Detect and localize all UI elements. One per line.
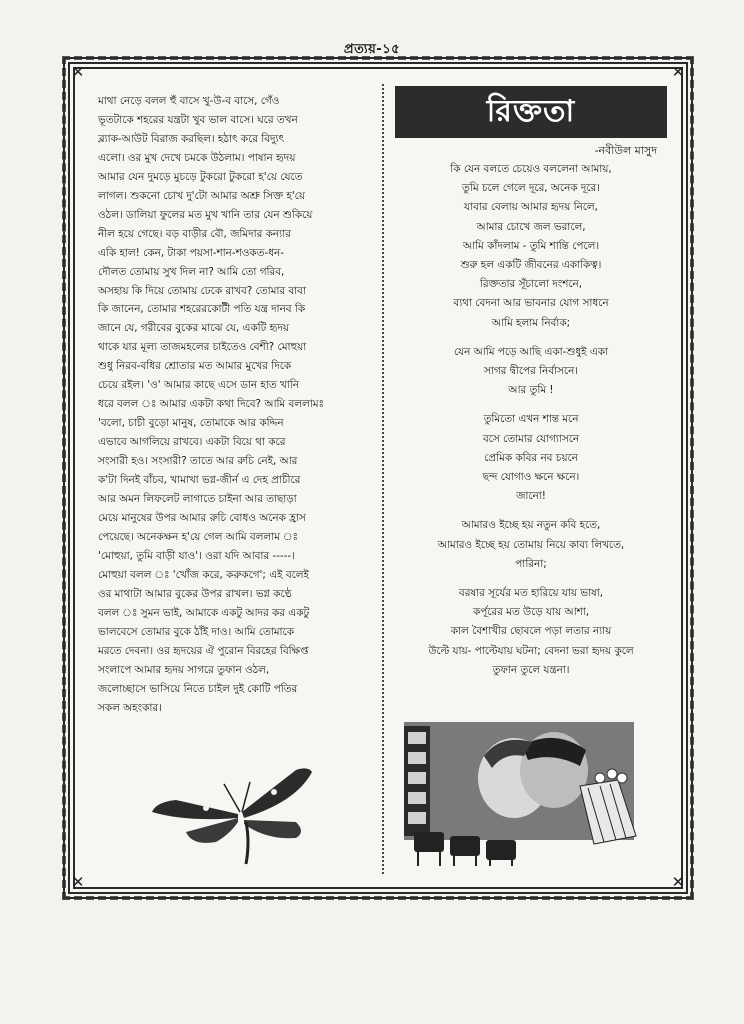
story-line: মেয়ে মানুষের উপর আমার রুচি বোধও অনেক হ্রাস [98,511,306,524]
story-line: সকল অহংকার। [98,701,162,714]
story-line: 'মোহুয়া, তুমি বাড়ী যাও'। ওরা যদি আবার -----। [98,549,295,562]
poem-line: আমারও ইচ্ছে হয় নতুন কবি হতে, [461,519,601,532]
story-line: এলো। ওর মুখ দেখে চমকে উঠলাম। পাষান হৃদয় [98,151,296,164]
poem-title: রিক্ততা [395,86,667,138]
poem-line: তুমিতো এখন শান্ত মনে [483,413,579,426]
butterfly-icon [146,762,326,867]
corner-ornament-icon: ✕ [71,873,85,891]
poem-body [395,160,667,690]
story-line: পেয়েছে। অনেকক্ষন হ'য়ে গেল আমি বললাম ঃ [98,530,299,543]
poem-author: -নবীউল মাসুদ [594,144,657,157]
poem-line: ব্যথা বেদনা আর ভাবনার যোগ সাধনে [453,297,609,310]
poem-line: বরষার সূর্যের মত হারিয়ে যায় ভাষা, [458,587,604,600]
story-line: জলোচ্ছাসে ভাসিয়ে নিতে চাইল দুই কোটি পতির [98,682,298,695]
story-line: মোহুয়া বলল ঃ 'খোঁজ করে, করুকগে'; এই বলেই [98,568,309,581]
story-line: ধরে বলল ঃ আমার একটা কথা দিবে? আমি বললামঃ [98,398,325,411]
story-line: 'বলো, চাচী বুড়ো মানুষ, তোমাকে আর কদ্দিন [98,417,284,430]
story-line: ভালবেসে তোমার বুকে ঠাঁই দাও। আমি তোমাকে [98,625,294,638]
story-line: আমার যেন দুমড়ে মুচড়ে টুকরো টুকরো হ'য়ে যেতে [98,170,303,183]
couple-cinema-illustration-icon [404,716,662,868]
story-line: অসহায় কি দিয়ে তোমায় ঢেকে রাখব? তোমার বাবা [98,284,306,297]
poem-line: পারিনা; [515,557,547,570]
poem-line: বসে তোমার যোগ্যাসনে [482,432,580,445]
corner-ornament-icon: ✕ [71,63,85,81]
poem-line: তুমি চলে গেলে দূরে, অনেক দূরে। [462,182,600,195]
poem-line: প্রেমিক কবির নব চয়নে [484,451,578,464]
story-line: ভূতটাকে শহরের যন্ত্রটা খুব ভাল বাসে। ঘরে তখন [98,113,298,126]
story-line: ব্ল্যাক-আউট বিরাজ করছিল। হঠাৎ করে বিদ্যুৎ [98,132,285,145]
story-line: চেয়ে রইল। 'ও' আমার কাছে এসে ডান হাত খানি [98,379,299,392]
poem-line: কাল বৈশাখীর ছোবলে পড়া লতার ন্যায় [450,625,612,638]
story-line: শুধু নিরব-বধির শ্রোতার মত আমার মুখের দিকে [98,360,292,373]
poem-line: শুরু হল একটি জীবনের একাকিত্ব। [460,259,602,272]
poem-stanza [395,410,667,506]
poem-line: রিক্ততার সূঁচালো দংশনে, [479,278,583,291]
poem-line: আমারও ইচ্ছে হয় তোমায় নিয়ে কাব্য লিখতে, [437,538,625,551]
poem-line: কর্পূরের মত উড়ে যায় আশা, [472,606,590,619]
poem-line: আর তুমি ! [508,384,554,397]
poem-stanza [395,516,667,574]
poem-stanza [395,584,667,680]
poem-line: আমার চোখে জল ভরালে, [476,220,586,233]
poem-line: জানো! [516,490,546,503]
poem-line: তুফান তুলে যন্ত্রনা। [492,663,570,676]
story-line: আর অমন লিফলেট লাগাতে চাইনা আর তাছাড়া [98,493,297,506]
story-line: মাথা নেড়ে বলল হুঁ বাসে খু-উ-ব বাসে, গেঁও [98,95,280,107]
poem-line: উল্টে যায়- পাল্টেযায় ঘটনা; বেদনা ভরা হৃদয় কুলে [428,644,634,657]
column-divider [382,84,384,874]
poem-line: যেন আমি পড়ে আছি একা-শুধুই একা [453,345,609,358]
story-line: একি হাল! কেন, টাকা পয়সা-শান-শওকত-ধন- [98,246,284,259]
story-line: ওর মাথাটা আমার বুকের উপর রাখল। ভগ্ন কণ্ঠে [98,587,292,600]
page-number-label: প্রত্যয়-১৫ [343,42,401,57]
poem-stanza [395,343,667,401]
poem-line: আমি হলাম নির্বাক; [491,316,571,329]
story-line: সংসারী হও। সংসারী? তাতে আর রুচি নেই, আর [98,455,298,468]
poem-line: কি যেন বলতে চেয়েও বললেনা আমায়, [450,163,612,175]
story-line: জানে যে, গরীবের বুকের মাঝে যে, একটি হৃদয় [98,322,289,335]
story-line: সংলাপে আমার হৃদয় সাগরে তুফান ওঠল, [98,663,270,676]
story-line: মরতে দেবনা। ওর হৃদয়ের ঐ পুরোন বিরহের বিক্ষিপ্ত [98,644,309,657]
poem-line: আমি কাঁদলাম - তুমি শান্তি পেলে। [462,239,600,252]
poem-line: সাগর দ্বীপের নির্বাসনে। [483,365,579,378]
story-line: দৌলত তোমায় সুখ দিল না? আমি তো গরিব, [98,265,285,278]
story-line: বলল ঃ সুমন ভাই, আমাকে একটু আদর কর একটু [98,606,310,619]
corner-ornament-icon: ✕ [671,63,685,81]
story-line: লাগল। শুকনো চোখ দু'টো আমার অশ্রু সিক্ত হ'য়ে [98,189,306,202]
poem-line: যাবার বেলায় আমার হৃদয় নিলে, [464,201,598,214]
story-line: এভাবে আগলিয়ে রাখবে। একটা বিয়ে থা করে [98,436,286,449]
poem-stanza [395,160,667,333]
story-line: নীল হয়ে গেছে। বড় বাড়ীর বৌ, জমিদার কন্যার [98,227,291,240]
story-line: ক'টা দিনই বাঁচব, খামাখা ভগ্ন-জীর্ন এ দেহ প্রাচীরে [98,474,301,487]
story-line: কি জানেন, তোমার শহরেরকোটী পতি যন্ত্র দানব কি [98,303,306,316]
story-line: থাকে যার মূল্য তাজমহলের চাইতেও বেশী? মোহুয়া [98,341,307,354]
poem-line: ছন্দ যোগাও ক্ষনে ক্ষনে। [482,471,580,484]
story-text [98,92,374,717]
story-line: ওঠল। ডালিয়া ফুলের মত মুখ খানি তার যেন শুকিয়ে [98,208,313,221]
corner-ornament-icon: ✕ [671,873,685,891]
